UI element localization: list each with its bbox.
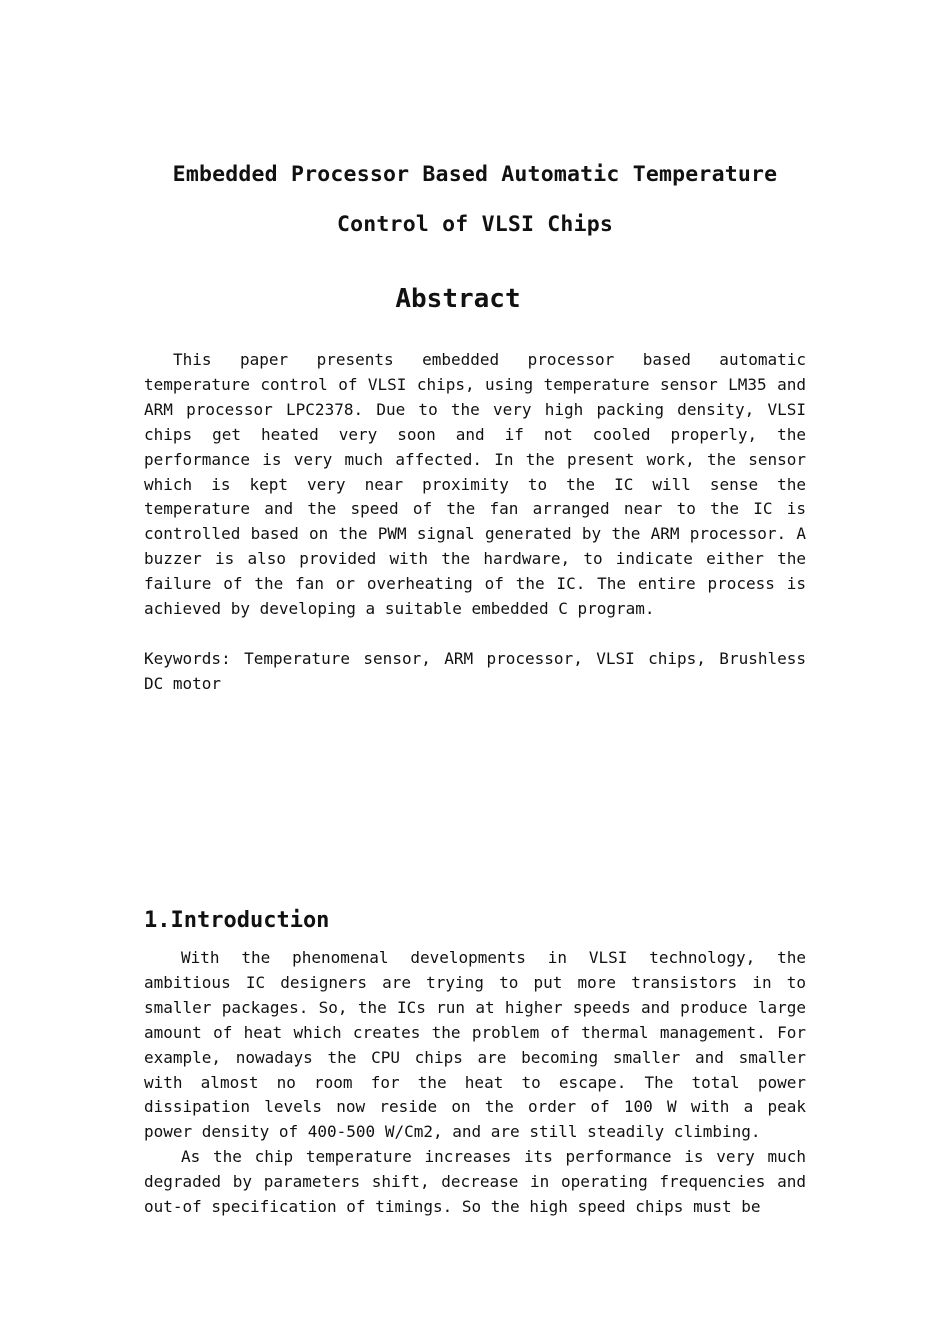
- introduction-paragraph-1: With the phenomenal developments in VLSI technology, the ambitious IC designers are trying to put more transistors in to smaller packages. So, the ICs run at higher speeds and produce large amount of heat which creates the problem of thermal management. For example, nowadays the CPU chips are becoming smaller and smaller with almost no room for the heat to escape. The total power dissipation levels now reside on the order of 100 W with a peak power density of 400-500 W/Cm2, and are still steadily climbing.: [144, 948, 806, 1142]
- keywords-line: Keywords: Temperature sensor, ARM processor, VLSI chips, Brushless DC motor: [144, 649, 806, 693]
- paper-title-line-2: Control of VLSI Chips: [336, 212, 614, 237]
- paper-title: [144, 150, 806, 250]
- abstract-paragraph: This paper presents embedded processor based automatic temperature control of VLSI chips, using temperature sensor LM35 and ARM processor LPC2378. Due to the very high packing density, VLSI chips get heated very soon and if not cooled properly, the performance is very much affected. In the present work, the sensor which is kept very near proximity to the IC will sense the temperature and the speed of the fan arranged near to the IC is controlled based on the PWM signal generated by the ARM processor. A buzzer is also provided with the hardware, to indicate either the failure of the fan or overheating of the IC. The entire process is achieved by developing a suitable embedded C program.: [144, 350, 806, 619]
- paper-title-line-1: Embedded Processor Based Automatic Temperature: [172, 162, 778, 187]
- introduction-paragraph-2: As the chip temperature increases its performance is very much degraded by parameters shift, decrease in operating frequencies and out-of specification of timings. So the high speed chips must be: [144, 1147, 806, 1216]
- abstract-heading: Abstract: [395, 284, 521, 314]
- section-heading-introduction: 1.Introduction: [144, 908, 330, 933]
